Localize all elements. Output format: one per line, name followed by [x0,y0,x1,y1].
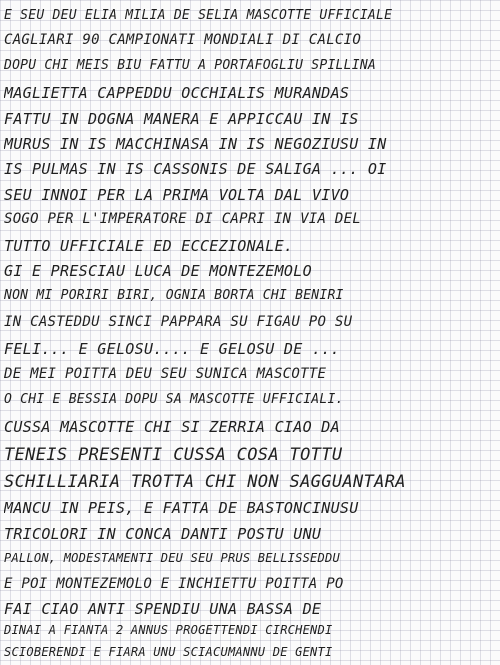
text-line-9: SOGO PER L'IMPERATORE DI CAPRI IN VIA DEL [4,211,362,227]
text-line-12: NON MI PORIRI BIRI, OGNIA BORTA CHI BENIRI [4,288,344,303]
text-line-3: DOPU CHI MEIS BIU FATTU A PORTAFOGLIU SPILLINA [4,58,376,73]
text-line-18: TENEIS PRESENTI CUSSA COSA TOTTU [4,445,343,465]
text-line-23: E POI MONTEZEMOLO E INCHIETTU POITTA PO [4,576,344,592]
text-line-5: FATTU IN DOGNA MANERA E APPICCAU IN IS [4,110,359,128]
text-line-21: TRICOLORI IN CONCA DANTI POSTU UNU [4,525,322,543]
text-line-8: SEU INNOI PER LA PRIMA VOLTA DAL VIVO [4,186,350,204]
text-line-6: MURUS IN IS MACCHINASA IN IS NEGOZIUSU IN [4,135,387,153]
text-line-22: PALLON, MODESTAMENTI DEU SEU PRUS BELLISSEDDU [4,551,340,565]
text-line-4: MAGLIETTA CAPPEDDU OCCHIALIS MURANDAS [4,84,350,102]
text-line-16: O CHI E BESSIA DOPU SA MASCOTTE UFFICIALI. [4,392,344,407]
text-line-11: GI E PRESCIAU LUCA DE MONTEZEMOLO [4,262,312,280]
text-line-20: MANCU IN PEIS, E FATTA DE BASTONCINUSU [4,499,359,517]
text-line-25: DINAI A FIANTA 2 ANNUS PROGETTENDI CIRCHENDI [4,623,333,637]
text-line-1: E SEU DEU ELIA MILIA DE SELIA MASCOTTE UFFICIALE [4,8,393,23]
text-line-17: CUSSA MASCOTTE CHI SI ZERRIA CIAO DA [4,418,340,436]
text-line-14: FELI... E GELOSU.... E GELOSU DE ... [4,340,340,358]
text-line-26: SCIOBERENDI E FIARA UNU SCIACUMANNU DE GENTI [4,645,333,659]
text-line-13: IN CASTEDDU SINCI PAPPARA SU FIGAU PO SU [4,314,353,330]
text-line-7: IS PULMAS IN IS CASSONIS DE SALIGA ... OI [4,160,387,178]
text-line-19: SCHILLIARIA TROTTA CHI NON SAGGUANTARA [4,472,406,492]
text-line-2: CAGLIARI 90 CAMPIONATI MONDIALI DI CALCIO [4,32,362,48]
text-line-10: TUTTO UFFICIALE ED ECCEZIONALE. [4,237,294,255]
text-line-15: DE MEI POITTA DEU SEU SUNICA MASCOTTE [4,366,327,382]
text-line-24: FAI CIAO ANTI SPENDIU UNA BASSA DE [4,600,322,618]
